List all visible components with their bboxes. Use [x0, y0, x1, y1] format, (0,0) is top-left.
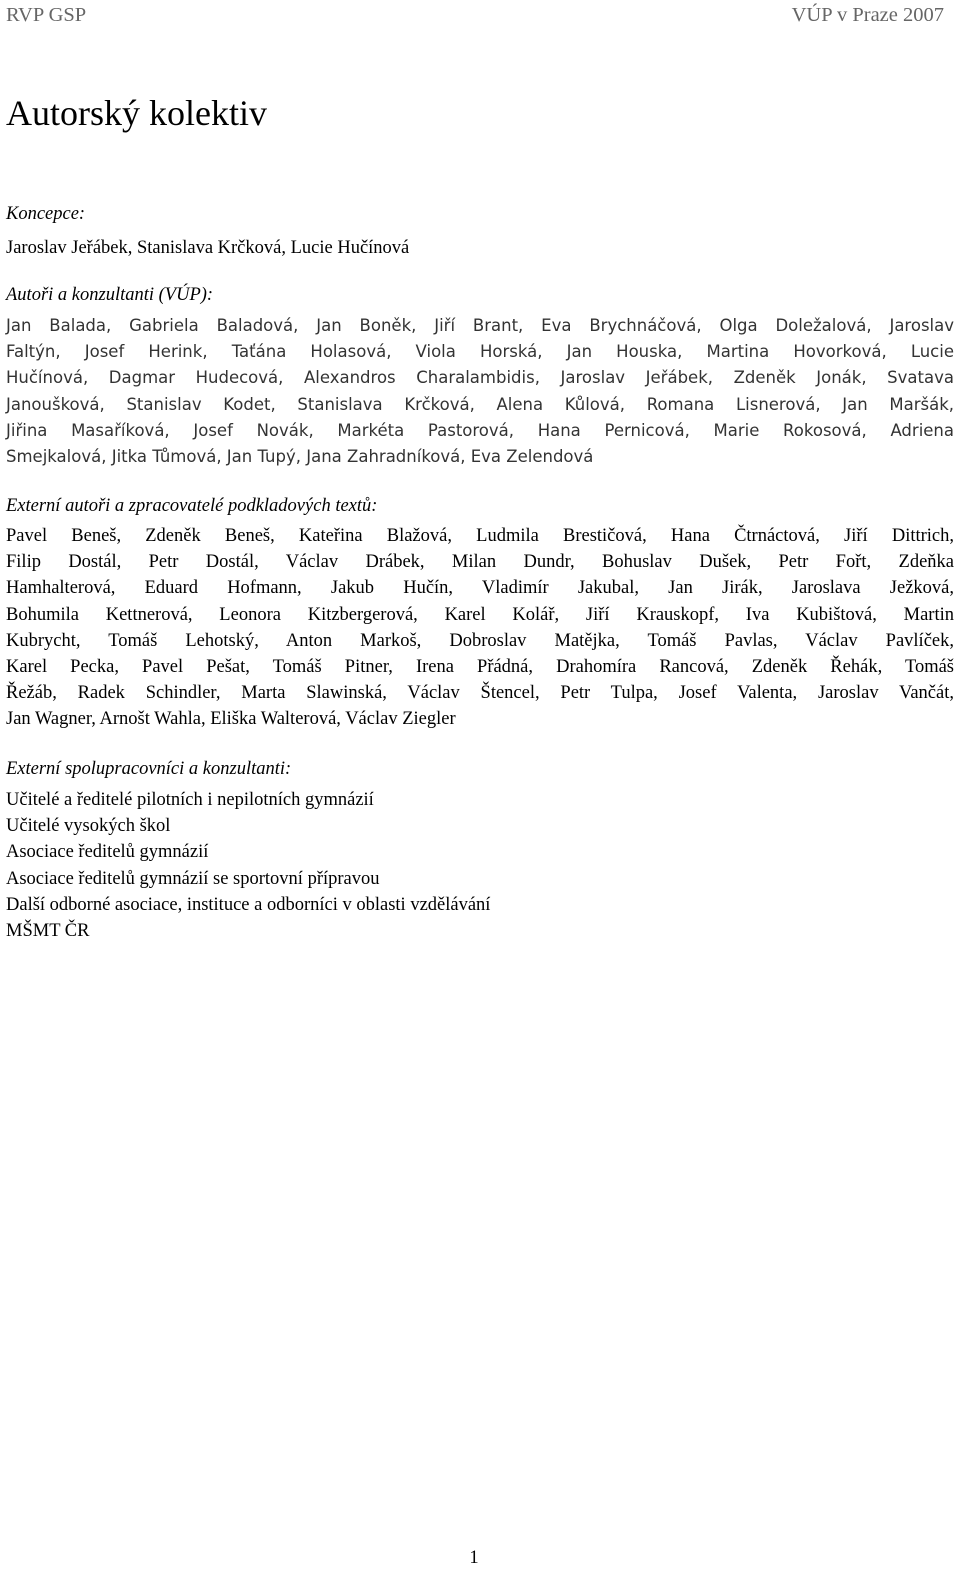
- externi-autori-list: [6, 523, 954, 733]
- koncepce-text: Jaroslav Jeřábek, Stanislava Krčková, Lucie Hučínová: [6, 238, 410, 258]
- externi-autori-line: Filip Dostál, Petr Dostál, Václav Drábek, Milan Dundr, Bohuslav Dušek, Petr Fořt, Zdeňka: [6, 552, 954, 573]
- spolupracovnici-line: Asociace ředitelů gymnázií: [6, 842, 209, 863]
- externi-spolupracovnici-list: [6, 787, 954, 944]
- autori-heading: Autoři a konzultanti (VÚP):: [6, 285, 214, 305]
- spolupracovnici-line: Učitelé a ředitelé pilotních i nepilotních gymnázií: [6, 790, 374, 810]
- spolupracovnici-line: Učitelé vysokých škol: [6, 816, 171, 837]
- externi-autori-line: Karel Pecka, Pavel Pešat, Tomáš Pitner, Irena Přádná, Drahomíra Rancová, Zdeněk Řehák, Tomáš: [6, 657, 954, 678]
- koncepce-text-block: [6, 235, 954, 261]
- page-header: [6, 2, 944, 32]
- externi-autori-line: Řežáb, Radek Schindler, Marta Slawinská, Václav Štencel, Petr Tulpa, Josef Valenta, Jaroslav Vančát,: [6, 683, 954, 704]
- spolupracovnici-line: Asociace ředitelů gymnázií se sportovní přípravou: [6, 868, 380, 889]
- externi-autori-line: Kubrycht, Tomáš Lehotský, Anton Markoš, Dobroslav Matějka, Tomáš Pavlas, Václav Pavlíček,: [6, 630, 954, 651]
- header-right-text: VÚP v Praze 2007: [791, 4, 944, 26]
- spolupracovnici-line: Další odborné asociace, instituce a odborníci v oblasti vzdělávání: [6, 894, 491, 915]
- externi-autori-line: Jan Wagner, Arnošt Wahla, Eliška Walterová, Václav Ziegler: [6, 709, 456, 730]
- header-left-text: RVP GSP: [6, 4, 87, 26]
- page-title: Autorský kolektiv: [6, 93, 267, 133]
- externi-autori-heading: Externí autoři a zpracovatelé podkladových textů:: [6, 496, 378, 516]
- externi-autori-line: Pavel Beneš, Zdeněk Beneš, Kateřina Blažová, Ludmila Brestičová, Hana Čtrnáctová, Jiří Dittrich,: [6, 526, 954, 546]
- koncepce-heading: Koncepce:: [6, 204, 86, 224]
- externi-autori-line: Bohumila Kettnerová, Leonora Kitzbergerová, Karel Kolář, Jiří Krauskopf, Iva Kubištová, Martin: [6, 604, 954, 625]
- autori-line: Jan Balada, Gabriela Baladová, Jan Boněk, Jiří Brant, Eva Brychnáčová, Olga Doležalová, Jaroslav: [6, 316, 954, 335]
- spolupracovnici-line: MŠMT ČR: [6, 921, 90, 942]
- autori-line: Smejkalová, Jitka Tůmová, Jan Tupý, Jana Zahradníková, Eva Zelendová: [6, 447, 594, 467]
- autori-line: Janoušková, Stanislav Kodet, Stanislava Krčková, Alena Kůlová, Romana Lisnerová, Jan Maršák,: [6, 394, 954, 414]
- externi-spolupracovnici-heading: Externí spolupracovníci a konzultanti:: [6, 759, 292, 779]
- page-number: 1: [469, 1548, 479, 1568]
- autori-line: Hučínová, Dagmar Hudecová, Alexandros Charalambidis, Jaroslav Jeřábek, Zdeněk Jonák, Svatava: [6, 368, 954, 388]
- externi-autori-line: Hamhalterová, Eduard Hofmann, Jakub Hučín, Vladimír Jakubal, Jan Jirák, Jaroslava Ježková,: [6, 578, 954, 599]
- autori-line: Faltýn, Josef Herink, Taťána Holasová, Viola Horská, Jan Houska, Martina Hovorková, Lucie: [6, 342, 954, 362]
- autori-line: Jiřina Masaříková, Josef Novák, Markéta Pastorová, Hana Pernicová, Marie Rokosová, Adriena: [6, 420, 954, 440]
- autori-list: [6, 313, 954, 470]
